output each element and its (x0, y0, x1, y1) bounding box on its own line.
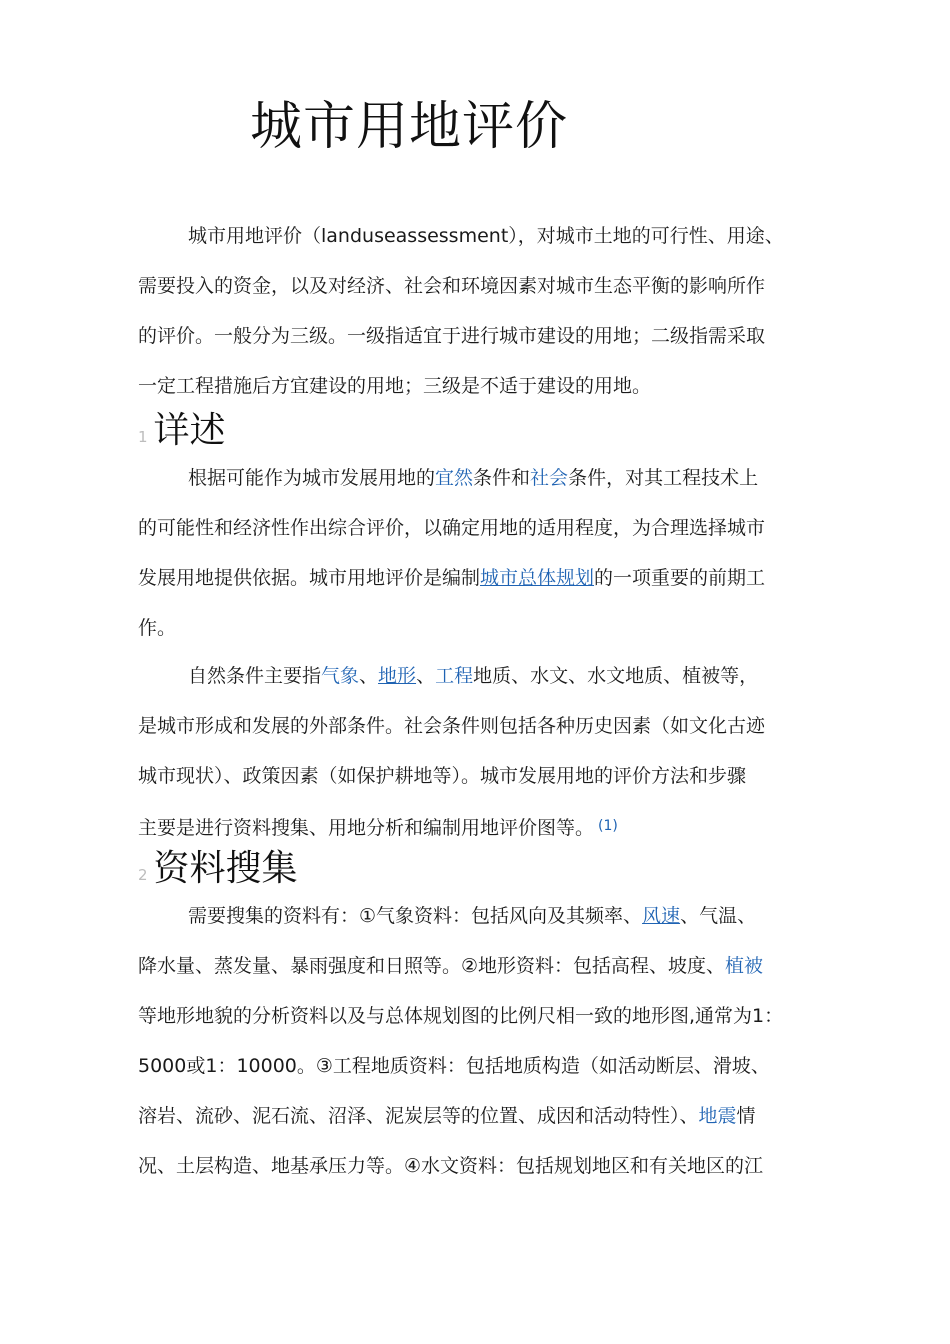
collect-line-6: 况、土层构造、地基承压力等。④水文资料：包括规划地区和有关地区的江 (138, 1155, 764, 1177)
text-run: 情 (736, 1105, 756, 1127)
link-natural[interactable]: 宜然 (435, 467, 474, 489)
text-run: 地质、水文、水文地质、植被等， (473, 665, 759, 687)
link-terrain[interactable]: 地形 (378, 665, 417, 687)
link-meteorology[interactable]: 气象 (321, 665, 360, 687)
link-wind-speed[interactable]: 风速 (642, 905, 681, 927)
detail-p1-line-1 (138, 453, 828, 503)
text-run: 条件和 (473, 467, 531, 489)
data-collection-paragraph (138, 891, 828, 1191)
reference-marker[interactable]: (1) (598, 818, 618, 834)
collect-line-3: 等地形地貌的分析资料以及与总体规划图的比例尺相一致的地形图,通常为1： (138, 1005, 784, 1027)
collect-line-5 (138, 1091, 828, 1141)
intro-line-3: 的评价。一般分为三级。一级指适宜于进行城市建设的用地；二级指需采取 (138, 325, 766, 347)
text-run: 需要搜集的资料有：①气象资料：包括风向及其频率、 (188, 905, 643, 927)
text-run: 、 (416, 665, 436, 687)
section-title: 资料搜集 (153, 848, 298, 889)
text-run: 自然条件主要指 (188, 665, 322, 687)
section-title: 详述 (153, 410, 226, 451)
text-run: 降水量、蒸发量、暴雨强度和日照等。②地形资料：包括高程、坡度、 (138, 955, 726, 977)
section-heading-detail (138, 402, 226, 453)
section-number: 1 (138, 428, 148, 446)
text-run: 主要是进行资料搜集、用地分析和编制用地评价图等。 (138, 817, 595, 839)
text-run: 溶岩、流砂、泥石流、沼泽、泥炭层等的位置、成因和活动特性）、 (138, 1105, 699, 1127)
text-run: 条件，对其工程技术上 (568, 467, 759, 489)
collect-line-2 (138, 941, 828, 991)
link-social[interactable]: 社会 (530, 467, 569, 489)
text-run: 的一项重要的前期工 (594, 567, 766, 589)
section-heading-data-collection (138, 840, 298, 891)
collect-line-4: 5000或1：10000。③工程地质资料：包括地质构造（如活动断层、滑坡、 (138, 1055, 770, 1077)
detail-p1-line-3 (138, 553, 828, 603)
intro-line-1: 城市用地评价（landuseassessment），对城市土地的可行性、用途、 (188, 225, 784, 247)
detail-p1-line-2: 的可能性和经济性作出综合评价，以确定用地的适用程度，为合理选择城市 (138, 517, 766, 539)
link-engineering[interactable]: 工程 (435, 665, 474, 687)
intro-line-4: 一定工程措施后方宜建设的用地；三级是不适于建设的用地。 (138, 375, 652, 397)
text-run: 、气温、 (680, 905, 757, 927)
link-master-plan[interactable]: 城市总体规划 (480, 567, 595, 589)
section-number: 2 (138, 866, 148, 884)
link-earthquake[interactable]: 地震 (698, 1105, 737, 1127)
intro-paragraph (138, 211, 828, 411)
text-run: 发展用地提供依据。城市用地评价是编制 (138, 567, 481, 589)
detail-p2-line-2: 是城市形成和发展的外部条件。社会条件则包括各种历史因素（如文化古迹 (138, 715, 766, 737)
document-title: 城市用地评价 (250, 97, 569, 157)
detail-paragraph-1 (138, 453, 828, 653)
link-vegetation[interactable]: 植被 (725, 955, 764, 977)
detail-p1-line-4: 作。 (138, 617, 177, 639)
detail-p2-line-1 (138, 651, 828, 701)
intro-line-2: 需要投入的资金，以及对经济、社会和环境因素对城市生态平衡的影响所作 (138, 275, 766, 297)
text-run: 根据可能作为城市发展用地的 (188, 467, 436, 489)
text-run: 、 (359, 665, 379, 687)
detail-paragraph-2 (138, 651, 828, 853)
detail-p2-line-3: 城市现状）、政策因素（如保护耕地等）。城市发展用地的评价方法和步骤 (138, 765, 747, 787)
collect-line-1 (138, 891, 828, 941)
